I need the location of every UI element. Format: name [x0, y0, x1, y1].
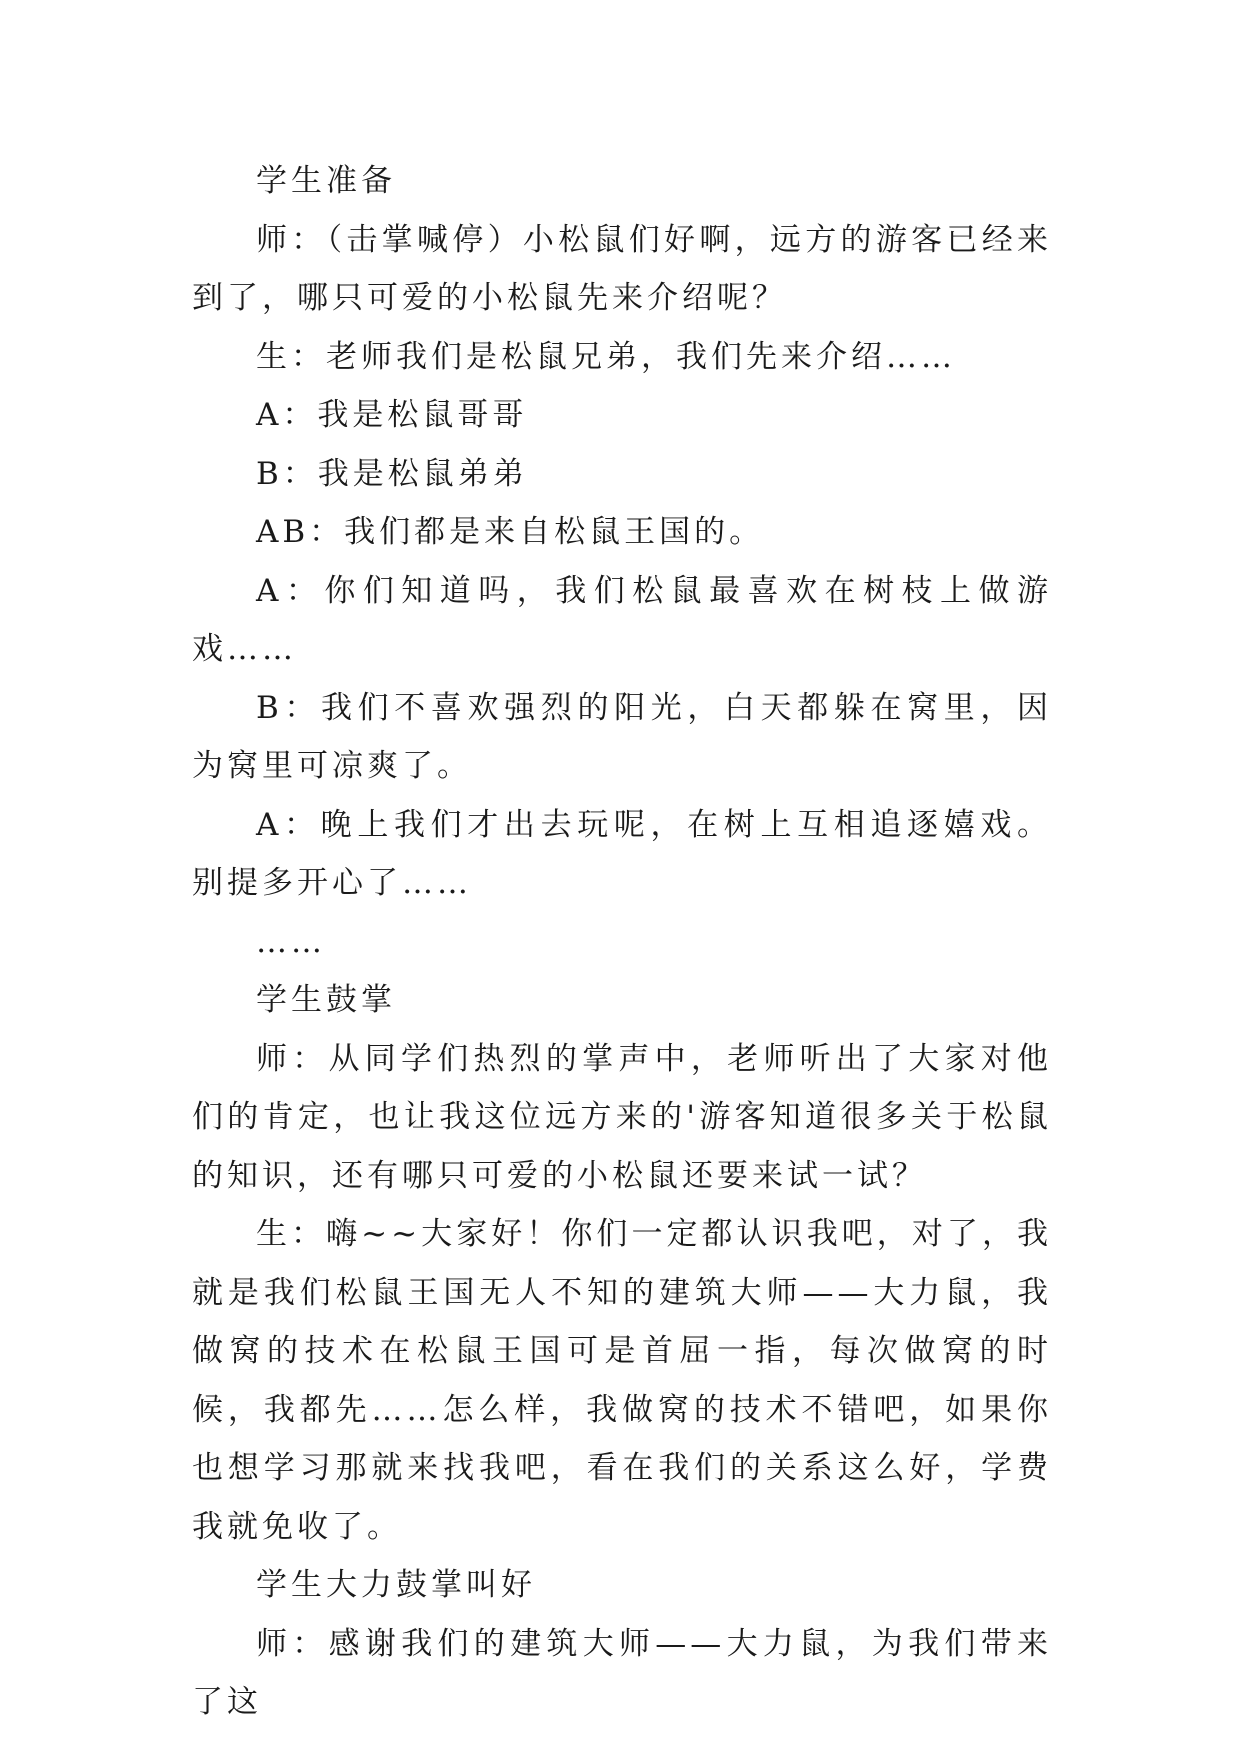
paragraph-teacher-praise: 师：从同学们热烈的掌声中，老师听出了大家对他们的肯定，也让我这位远方来的'游客知道很多关于松鼠的知识，还有哪只可爱的小松鼠还要来试一试？: [192, 1040, 1052, 1194]
paragraph-ellipsis: ……: [256, 923, 326, 960]
document-body: [192, 152, 1052, 1732]
paragraph-a-night: A：晚上我们才出去玩呢，在树上互相追逐嬉戏。别提多开心了……: [192, 806, 1052, 901]
paragraph-builder-squirrel: 生：嗨~~大家好！你们一定都认识我吧，对了，我就是我们松鼠王国无人不知的建筑大师——大力鼠，我做窝的技术在松鼠王国可是首屈一指，每次做窝的时候，我都先……怎么样，我做窝的技术不错吧，如果你也想学习那就来找我吧，看在我们的关系这么好，学费我就免收了。: [192, 1216, 1052, 1545]
paragraph-b-sunlight: B：我们不喜欢强烈的阳光，白天都躲在窝里，因为窝里可凉爽了。: [192, 689, 1052, 784]
paragraph-b-younger-brother: B：我是松鼠弟弟: [256, 455, 528, 492]
paragraph-students-clap: 学生鼓掌: [256, 982, 396, 1018]
paragraph-a-older-brother: A：我是松鼠哥哥: [256, 397, 528, 433]
paragraph-a-branches: A：你们知道吗，我们松鼠最喜欢在树枝上做游戏……: [192, 572, 1052, 667]
paragraph-teacher-intro: 师：（击掌喊停）小松鼠们好啊，远方的游客已经来到了，哪只可爱的小松鼠先来介绍呢？: [192, 221, 1052, 316]
paragraph-student-prepare: 学生准备: [256, 163, 396, 199]
paragraph-students-cheer: 学生大力鼓掌叫好: [256, 1567, 536, 1603]
paragraph-teacher-thanks: 师：感谢我们的建筑大师——大力鼠，为我们带来了这: [192, 1625, 1052, 1720]
paragraph-ab-kingdom: AB：我们都是来自松鼠王国的。: [256, 514, 765, 550]
paragraph-student-reply: 生：老师我们是松鼠兄弟，我们先来介绍……: [256, 338, 956, 375]
